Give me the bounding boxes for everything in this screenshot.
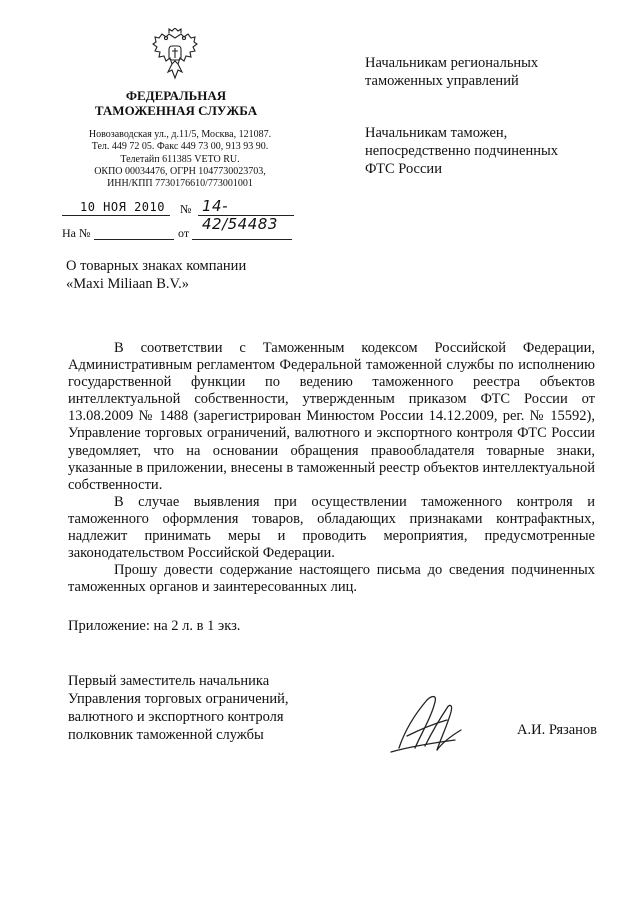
org-line-1: ФЕДЕРАЛЬНАЯ (125, 88, 227, 103)
reference-number-line (94, 239, 174, 240)
reference-row (62, 226, 294, 246)
registration-date: 10 НОЯ 2010 (80, 200, 165, 214)
address-line: Новозаводская ул., д.11/5, Москва, 121087. (88, 129, 272, 140)
address-line: Тел. 449 72 05. Факс 449 73 00, 913 93 90. (91, 141, 269, 153)
signer-position (68, 672, 289, 744)
signer-position-line: валютного и экспортного контроля (68, 709, 284, 725)
body-paragraph: В случае выявления при осуществлении таможенного контроля и таможенного оформления товаров, обладающих признаками контрафактных, надлежит принимать меры и проводить мероприятия, предусмотренные законодательством Российской Федерации. (68, 493, 595, 562)
signer-position-line: Управления торговых ограничений, (68, 691, 289, 707)
organization-address (60, 129, 300, 190)
registration-number-label: № (180, 202, 192, 216)
signer-position-line: полковник таможенной службы (68, 727, 264, 743)
registration-number: 14-42/54483 (202, 197, 278, 233)
subject-line: «Maxi Miliaan B.V.» (66, 276, 189, 292)
addressee-line: ФТС России (365, 161, 442, 177)
addressee-line: Начальникам таможен, (365, 125, 508, 141)
signer-name: А.И. Рязанов (517, 722, 598, 738)
letter-body (68, 340, 595, 596)
subject-line: О товарных знаках компании (66, 258, 247, 274)
address-line: ОКПО 00034476, ОГРН 1047730023703, (94, 165, 266, 177)
double-headed-eagle-emblem-icon (150, 28, 200, 84)
addressee-regional (365, 54, 538, 90)
signer-position-line: Первый заместитель начальника (68, 673, 270, 689)
address-line: Телетайп 611385 VETO RU. (120, 153, 240, 165)
body-paragraph: Прошу довести содержание настоящего письма до сведения подчиненных таможенных органов и заинтересованных лиц. (68, 562, 595, 596)
org-line-2: ТАМОЖЕННАЯ СЛУЖБА (94, 103, 258, 118)
date-underline (62, 215, 170, 216)
reference-from-label: от (178, 226, 190, 240)
addressee-line: Начальникам региональных (365, 55, 539, 71)
letter-subject (66, 257, 246, 293)
addressee-line: таможенных управлений (365, 73, 519, 89)
handwritten-signature (385, 690, 470, 760)
organization-name (60, 88, 292, 118)
address-line: ИНН/КПП 7730176610/773001001 (107, 178, 253, 190)
attachment-note: Приложение: на 2 л. в 1 экз. (68, 618, 241, 634)
addressee-customs (365, 124, 558, 178)
reference-date-line (192, 239, 292, 240)
addressee-line: непосредственно подчиненных (365, 143, 558, 159)
body-paragraph: В соответствии с Таможенным кодексом Российской Федерации, Административным регламентом Федеральной таможенной службы по исполнению государственной функции по ведению таможенного реестра объектов интеллектуальной собственности, утвержденным приказом ФТС России от 13.08.2009 № 1488 (зарегистрирован Минюстом России 14.12.2009, рег. № 15592), Управление торговых ограничений, валютного и экспортного контроля ФТС России уведомляет, что на основании обращения правообладателя товарные знаки, указанные в приложении, внесены в таможенный реестр объектов интеллектуальной собственности. (68, 340, 595, 493)
reference-number-label: На № (62, 226, 91, 240)
